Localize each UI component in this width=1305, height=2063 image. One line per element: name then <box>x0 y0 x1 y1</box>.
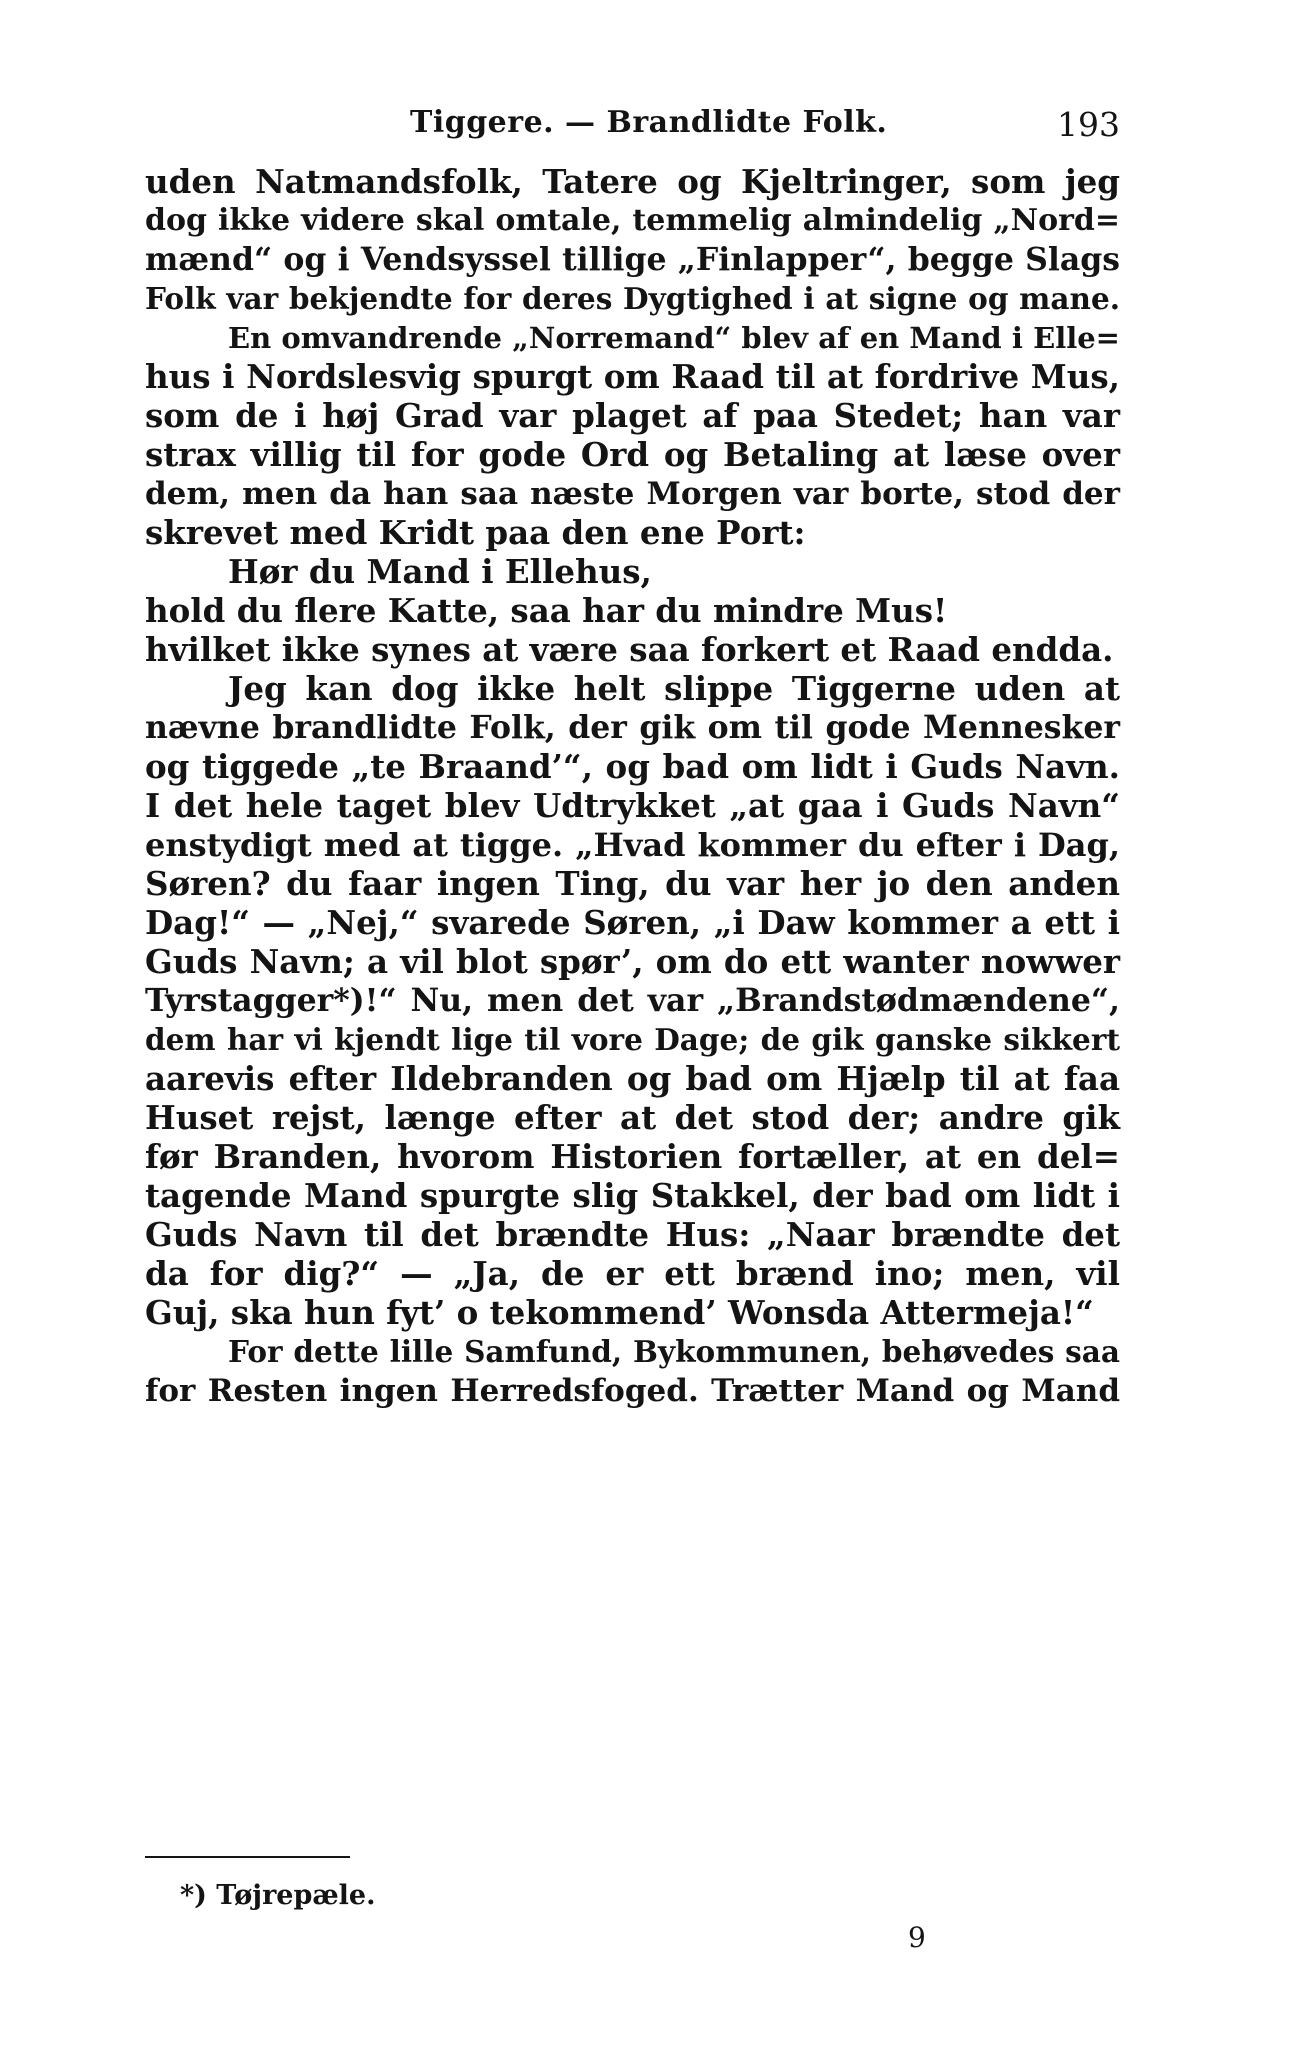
text-line: mænd“ og i Vendsyssel tillige „Finlapper“, begge Slags <box>145 241 1120 278</box>
text-line: Huset rejst, længe efter at det stod der; andre gik <box>145 1098 1120 1137</box>
text-line: Dag!“ — „Nej,“ svarede Søren, „i Daw kommer a ett i <box>145 903 1120 942</box>
text-line: som de i høj Grad var plaget af paa Stedet; han var <box>145 396 1120 435</box>
text-line: og tiggede „te Braand’“, og bad om lidt i Guds Navn. <box>145 747 1120 786</box>
text-line: da for dig?“ — „Ja, de er ett brænd ino; men, vil <box>145 1254 1120 1293</box>
text-line: Guds Navn; a vil blot spør’, om do ett wanter nowwer <box>145 942 1120 981</box>
running-header <box>145 105 1145 155</box>
verse-line: Hør du Mand i Ellehus, <box>228 552 652 591</box>
footnote-divider <box>145 1856 350 1858</box>
text-line: før Branden, hvorom Historien fortæller, at en del= <box>145 1137 1120 1176</box>
text-line: For dette lille Samfund, Bykommunen, behøvedes saa <box>228 1334 1120 1369</box>
verse-line: hold du flere Katte, saa har du mindre Mus! <box>145 591 948 630</box>
text-line: Guds Navn til det brændte Hus: „Naar brændte det <box>145 1215 1120 1254</box>
text-line: enstydigt med at tigge. „Hvad kommer du efter i Dag, <box>145 826 1120 864</box>
text-line: dem, men da han saa næste Morgen var borte, stod der <box>145 476 1120 512</box>
text-line: Folk var bekjendte for deres Dygtighed i at signe og mane. <box>145 281 1120 316</box>
text-line: Jeg kan dog ikke helt slippe Tiggerne uden at <box>228 669 1120 708</box>
signature-mark: 9 <box>908 1921 926 1954</box>
text-line: uden Natmandsfolk, Tatere og Kjeltringer, som jeg <box>145 162 1120 201</box>
text-line: hus i Nordslesvig spurgt om Raad til at fordrive Mus, <box>145 357 1120 396</box>
text-line: nævne brandlidte Folk, der gik om til gode Mennesker <box>145 709 1120 746</box>
text-line: tagende Mand spurgte slig Stakkel, der bad om lidt i <box>145 1176 1120 1215</box>
text-line: En omvandrende „Norremand“ blev af en Mand i Elle= <box>228 321 1120 355</box>
footnote: *) Tøjrepæle. <box>180 1880 376 1911</box>
text-line: dem har vi kjendt lige til vore Dage; de gik ganske sikkert <box>145 1022 1120 1057</box>
text-line: skrevet med Kridt paa den ene Port: <box>145 513 806 552</box>
text-line: for Resten ingen Herredsfoged. Trætter Mand og Mand <box>145 1373 1120 1409</box>
text-line: Søren? du faar ingen Ting, du var her jo den anden <box>145 864 1120 903</box>
text-line: aarevis efter Ildebranden og bad om Hjælp til at faa <box>145 1059 1120 1098</box>
page-number: 193 <box>1057 105 1120 144</box>
text-line: Guj, ska hun fyt’ o tekommend’ Wonsda Attermeja!“ <box>145 1293 1094 1332</box>
text-line: dog ikke videre skal omtale, temmelig almindelig „Nord= <box>145 203 1120 238</box>
text-line: hvilket ikke synes at være saa forkert et Raad endda. <box>145 630 1114 669</box>
text-line: I det hele taget blev Udtrykket „at gaa i Guds Navn“ <box>145 786 1120 825</box>
running-title: Tiggere. — Brandlidte Folk. <box>410 105 888 140</box>
text-line: strax villig til for gode Ord og Betaling at læse over <box>145 435 1120 474</box>
text-line: Tyrstagger*)!“ Nu, men det var „Brandstødmændene“, <box>145 982 1120 1019</box>
